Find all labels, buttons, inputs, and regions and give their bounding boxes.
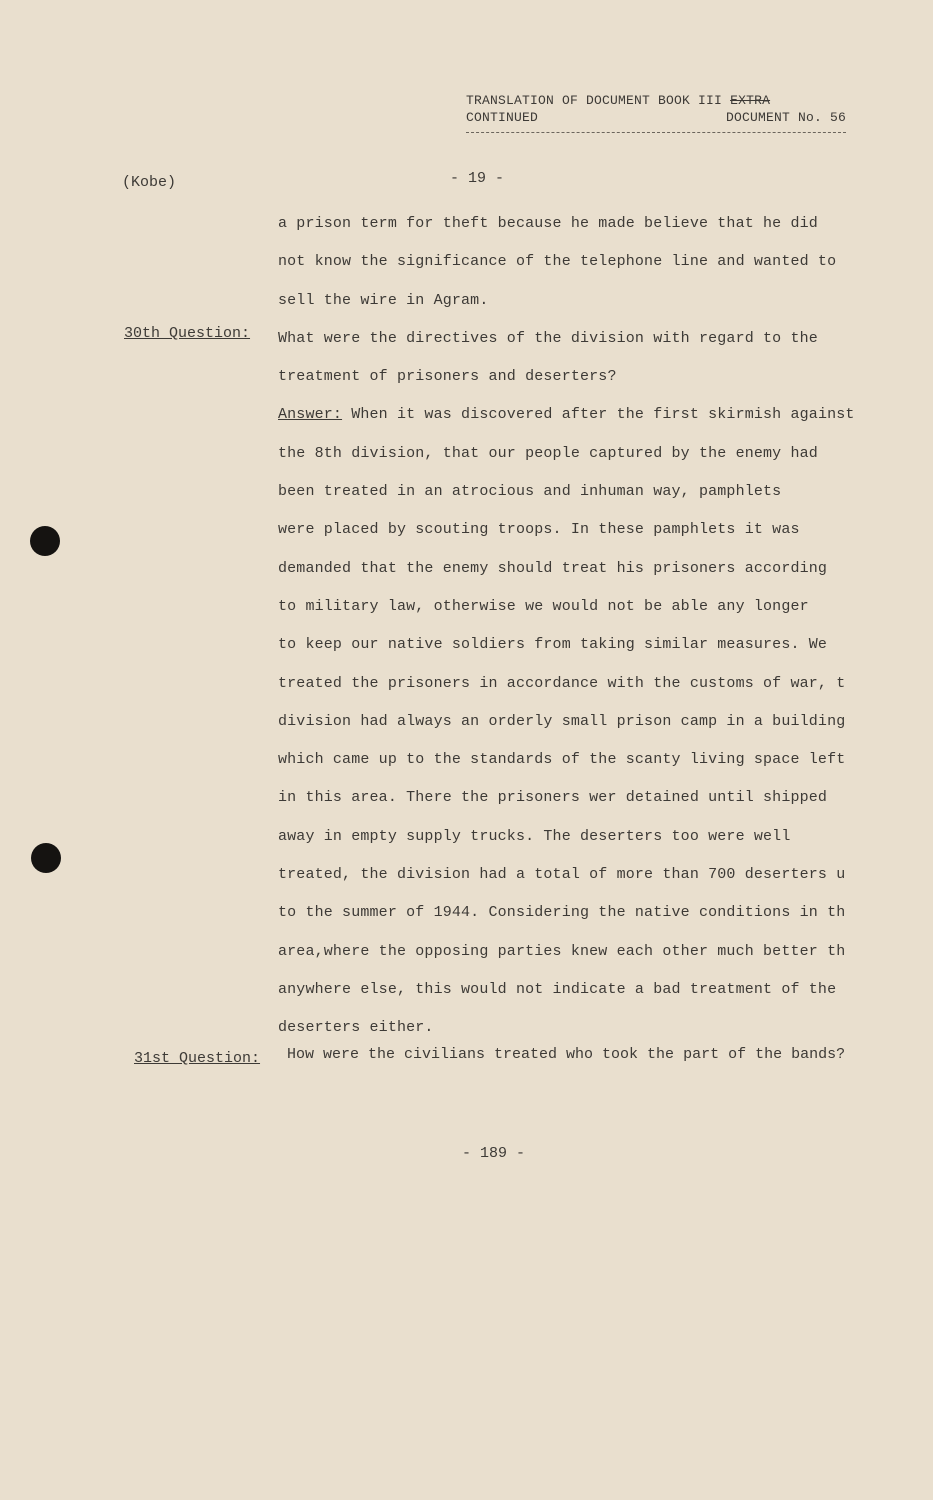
- question-31-label: 31st Question:: [134, 1050, 261, 1067]
- answer-line: [278, 396, 893, 434]
- text-line: not know the significance of the telephone line and wanted to: [278, 253, 837, 271]
- text-line: deserters either.: [278, 1019, 434, 1037]
- text-line: in this area. There the prisoners wer detained until shipped: [278, 789, 828, 807]
- text-line: When it was discovered after the first skirmish against: [351, 406, 855, 424]
- answer-label: Answer:: [278, 406, 343, 424]
- question-31-text: How were the civilians treated who took the part of the bands?: [287, 1046, 846, 1063]
- question-30-label: 30th Question:: [124, 325, 251, 342]
- text-line: to keep our native soldiers from taking similar measures. We: [278, 636, 828, 654]
- document-header: [466, 92, 846, 133]
- text-line: demanded that the enemy should treat his prisoners according: [278, 559, 828, 577]
- text-line: treated, the division had a total of more than 700 deserters u: [278, 866, 846, 884]
- header-struck-word: EXTRA: [730, 93, 771, 108]
- text-line: What were the directives of the division with regard to the: [278, 329, 818, 347]
- header-title: TRANSLATION OF DOCUMENT BOOK III EXTRA: [466, 93, 771, 108]
- footer-page-number: - 189 -: [462, 1145, 526, 1162]
- text-line: been treated in an atrocious and inhuman way, pamphlets: [278, 483, 782, 501]
- text-line: division had always an orderly small prison camp in a building: [278, 712, 846, 730]
- punch-hole: [31, 843, 61, 873]
- header-continued: CONTINUED: [466, 110, 539, 125]
- location-ref: (Kobe): [122, 174, 177, 191]
- page-number: - 19 -: [450, 170, 505, 187]
- text-line: anywhere else, this would not indicate a bad treatment of the: [278, 980, 837, 998]
- text-line: area,where the opposing parties knew each other much better th: [278, 942, 846, 960]
- text-line: the 8th division, that our people captured by the enemy had: [278, 444, 818, 462]
- text-line: treatment of prisoners and deserters?: [278, 368, 617, 386]
- text-line: to the summer of 1944. Considering the native conditions in th: [278, 904, 846, 922]
- header-rule: [466, 132, 846, 133]
- text-line: which came up to the standards of the scanty living space left: [278, 751, 846, 769]
- body-text: [278, 205, 893, 1048]
- text-line: were placed by scouting troops. In these pamphlets it was: [278, 521, 800, 539]
- text-line: to military law, otherwise we would not be able any longer: [278, 597, 809, 615]
- header-document-number: DOCUMENT No. 56: [725, 110, 846, 125]
- text-line: treated the prisoners in accordance with the customs of war, t: [278, 674, 846, 692]
- text-line: sell the wire in Agram.: [278, 291, 489, 309]
- text-line: away in empty supply trucks. The deserters too were well: [278, 827, 791, 845]
- text-line: a prison term for theft because he made believe that he did: [278, 215, 818, 232]
- punch-hole: [30, 526, 60, 556]
